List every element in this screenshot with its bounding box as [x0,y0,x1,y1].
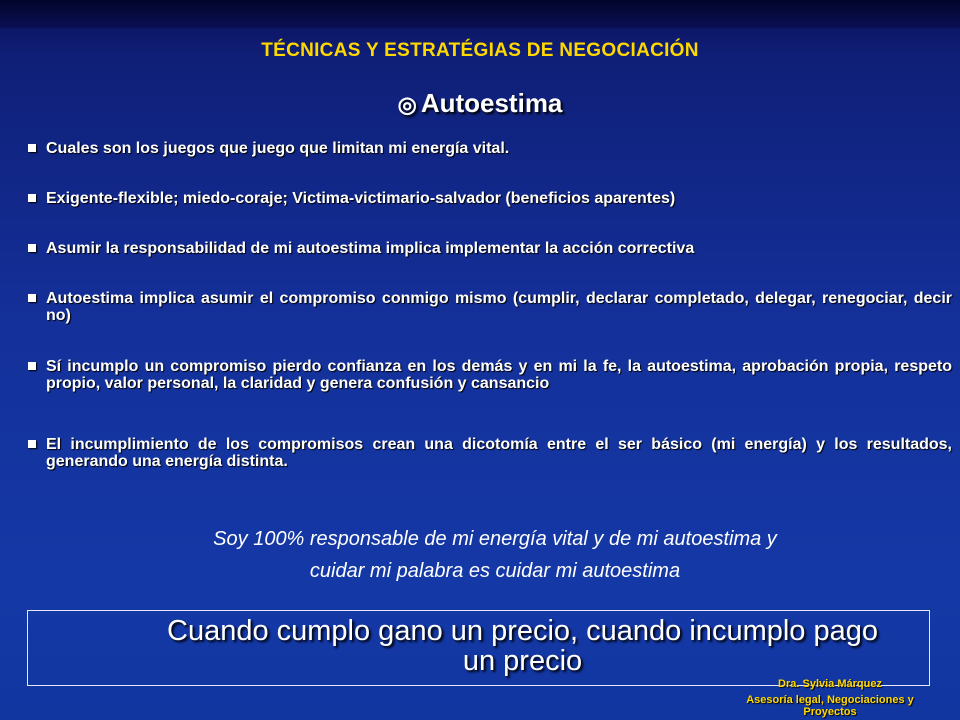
square-bullet-icon [28,144,36,152]
square-bullet-icon [28,362,36,370]
credit-name: Dra. Sylvia Márquez [778,678,882,690]
bullet-text: Autoestima implica asumir el compromiso conmigo mismo (cumplir, declarar completado, delegar, renegociar, decir no) [46,290,952,324]
quote-line-2: cuidar mi palabra es cuidar mi autoestima [309,560,681,582]
bullet-text: El incumplimiento de los compromisos crean una dicotomía entre el ser básico (mi energía) y los resultados, generando una energía distinta. [46,436,952,470]
top-band [0,0,960,28]
highlight-line-2: un precio [462,645,583,677]
bullet-text: Cuales son los juegos que juego que limitan mi energía vital. [46,140,510,157]
square-bullet-icon [28,294,36,302]
bullet-item [28,290,952,324]
quote-line-1: Soy 100% responsable de mi energía vital y de mi autoestima y [213,528,777,550]
highlight-line-1: Cuando cumplo gano un precio, cuando incumplo pago [167,615,878,647]
bullet-text: Asumir la responsabilidad de mi autoestima implica implementar la acción correctiva [46,240,695,257]
bullet-item [28,140,952,157]
slide-title: TÉCNICAS Y ESTRATÉGIAS DE NEGOCIACIÓN [261,40,699,61]
slide-subtitle [0,88,960,119]
bullet-text: Exigente-flexible; miedo-coraje; Victima-victimario-salvador (beneficios aparentes) [46,190,676,207]
square-bullet-icon [28,194,36,202]
bullet-item [28,190,952,207]
bullet-text: Sí incumplo un compromiso pierdo confianza en los demás y en mi la fe, la autoestima, aprobación propia, respeto propio, valor personal, la claridad y genera confusión y cansancio [46,358,952,392]
square-bullet-icon [28,244,36,252]
bullseye-icon: ◎ [397,92,417,117]
credit-role: Asesoría legal, Negociaciones y Proyectos [746,694,914,718]
square-bullet-icon [28,440,36,448]
highlight-text [0,616,960,676]
bullet-item [28,436,952,470]
subtitle-text: Autoestima [420,88,563,118]
bullet-item [28,358,952,392]
bullet-item [28,240,952,257]
